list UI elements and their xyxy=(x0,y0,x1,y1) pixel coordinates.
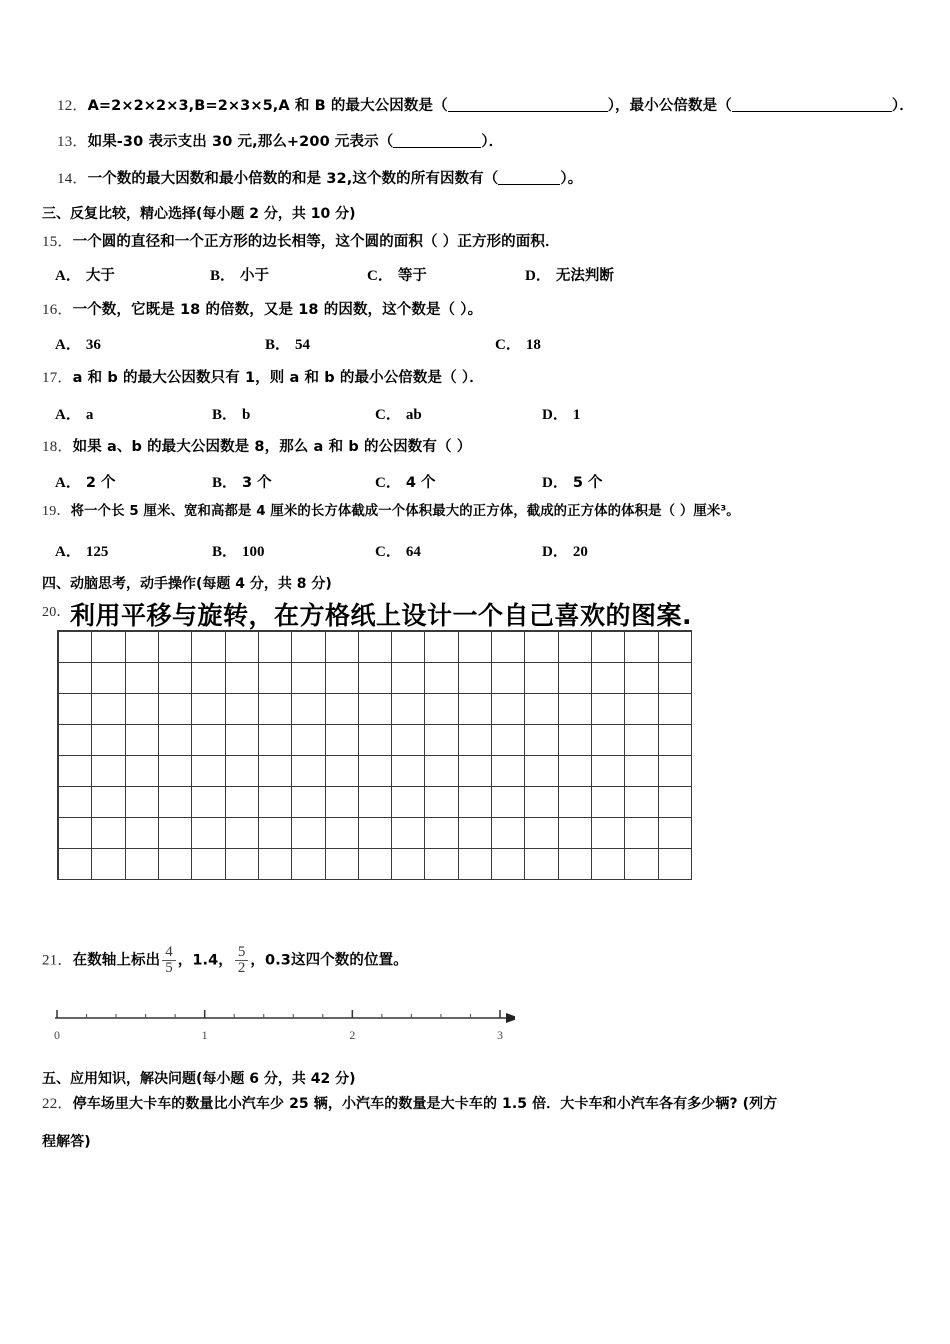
grid-cell[interactable] xyxy=(625,694,658,725)
question-16-number: 16． xyxy=(42,302,73,318)
grid-cell[interactable] xyxy=(592,725,625,756)
grid-cell[interactable] xyxy=(459,849,492,880)
question-18 xyxy=(42,440,471,455)
grid-cell[interactable] xyxy=(559,818,592,849)
option-value: 3 个 xyxy=(242,475,272,491)
question-12-text-after: ）． xyxy=(891,98,914,114)
grid-cell[interactable] xyxy=(92,787,125,818)
option-label: A． xyxy=(55,407,81,423)
question-17-number: 17． xyxy=(42,370,73,386)
grid-cell[interactable] xyxy=(59,756,92,787)
grid-cell[interactable] xyxy=(559,663,592,694)
option-label: D． xyxy=(525,268,551,284)
grid-cell[interactable] xyxy=(126,632,159,663)
grid-cell[interactable] xyxy=(92,756,125,787)
question-22 xyxy=(42,1097,777,1112)
number-line-tick-label: 0 xyxy=(54,1028,60,1042)
grid-cell[interactable] xyxy=(59,632,92,663)
question-21-number: 21． xyxy=(42,952,73,969)
question-15-option-b[interactable] xyxy=(210,264,269,285)
grid-cell[interactable] xyxy=(292,725,325,756)
grid-cell[interactable] xyxy=(559,787,592,818)
question-21 xyxy=(42,945,408,977)
question-14-text-after: ）。 xyxy=(560,171,583,187)
grid-cell[interactable] xyxy=(359,787,392,818)
grid-cell[interactable] xyxy=(192,632,225,663)
grid-cell[interactable] xyxy=(326,694,359,725)
grid-cell[interactable] xyxy=(592,756,625,787)
grid-cell[interactable] xyxy=(625,663,658,694)
grid-cell[interactable] xyxy=(525,694,558,725)
grid-cell[interactable] xyxy=(492,663,525,694)
question-14 xyxy=(57,172,582,187)
grid-cell[interactable] xyxy=(659,632,692,663)
grid-cell[interactable] xyxy=(259,818,292,849)
number-line-arrow-icon xyxy=(506,1013,515,1023)
option-value: 20 xyxy=(572,544,588,560)
grid-cell[interactable] xyxy=(525,756,558,787)
question-17-option-d[interactable] xyxy=(542,403,580,424)
question-19-option-b[interactable] xyxy=(212,540,265,561)
question-18-option-d[interactable] xyxy=(542,471,602,492)
grid-cell[interactable] xyxy=(425,632,458,663)
grid-cell[interactable] xyxy=(159,756,192,787)
grid-cell[interactable] xyxy=(59,694,92,725)
grid-cell[interactable] xyxy=(359,694,392,725)
grid-cell[interactable] xyxy=(592,694,625,725)
option-value: 64 xyxy=(405,544,421,560)
grid-cell[interactable] xyxy=(392,663,425,694)
question-18-number: 18． xyxy=(42,439,73,455)
option-label: D． xyxy=(542,544,568,560)
grid-cell[interactable] xyxy=(359,632,392,663)
grid-cell[interactable] xyxy=(625,756,658,787)
grid-cell[interactable] xyxy=(92,632,125,663)
grid-cell[interactable] xyxy=(625,725,658,756)
grid-cell[interactable] xyxy=(592,787,625,818)
number-line-tick-label: 1 xyxy=(201,1028,208,1042)
grid-cell[interactable] xyxy=(192,849,225,880)
grid-cell[interactable] xyxy=(326,787,359,818)
option-label: B． xyxy=(212,544,238,560)
question-12-blank-2[interactable] xyxy=(732,111,892,112)
grid-cell[interactable] xyxy=(425,849,458,880)
question-18-stem: 如果 a、b 的最大公因数是 8，那么 a 和 b 的公因数有（ ） xyxy=(72,439,472,455)
grid-cell[interactable] xyxy=(92,663,125,694)
section-4-heading: 四、动脑思考，动手操作(每题 4 分，共 8 分) xyxy=(42,576,332,592)
grid-cell[interactable] xyxy=(525,787,558,818)
option-label: C． xyxy=(375,475,401,491)
question-15-option-a[interactable] xyxy=(55,264,115,285)
fraction-denominator: 5 xyxy=(162,960,176,976)
option-value: a xyxy=(85,407,94,423)
question-13-blank-1[interactable] xyxy=(393,147,481,148)
grid-cell[interactable] xyxy=(425,756,458,787)
grid-cell[interactable] xyxy=(592,663,625,694)
grid-cell[interactable] xyxy=(459,694,492,725)
question-21-text-before: 在数轴上标出 xyxy=(72,952,161,969)
grid-cell[interactable] xyxy=(59,787,92,818)
question-16-option-b[interactable] xyxy=(265,333,310,354)
fraction-denominator: 2 xyxy=(235,960,249,976)
fraction-5-over-2 xyxy=(235,945,249,977)
grid-cell[interactable] xyxy=(659,787,692,818)
question-16-option-c[interactable] xyxy=(495,333,541,354)
grid-cell[interactable] xyxy=(259,756,292,787)
grid-cell[interactable] xyxy=(292,818,325,849)
grid-cell[interactable] xyxy=(226,694,259,725)
grid-cell[interactable] xyxy=(192,756,225,787)
grid-cell[interactable] xyxy=(425,818,458,849)
grid-cell[interactable] xyxy=(92,725,125,756)
question-21-text-sep-1: ，1.4， xyxy=(177,952,233,969)
option-label: A． xyxy=(55,544,81,560)
question-15-option-c[interactable] xyxy=(367,264,427,285)
grid-cell[interactable] xyxy=(92,818,125,849)
fraction-4-over-5 xyxy=(162,945,176,977)
grid-cell[interactable] xyxy=(525,725,558,756)
grid-cell[interactable] xyxy=(159,694,192,725)
grid-cell[interactable] xyxy=(525,632,558,663)
grid-cell[interactable] xyxy=(326,818,359,849)
question-14-text-before: 一个数的最大因数和最小倍数的和是 32,这个数的所有因数有（ xyxy=(87,171,499,187)
grid-cell[interactable] xyxy=(326,632,359,663)
question-22-line-2: 程解答) xyxy=(42,1134,91,1150)
grid-cell[interactable] xyxy=(92,694,125,725)
grid-cell[interactable] xyxy=(492,849,525,880)
question-12-text-before: A=2×2×2×3,B=2×3×5,A 和 B 的最大公因数是（ xyxy=(87,98,448,114)
grid-cell[interactable] xyxy=(392,849,425,880)
grid-cell[interactable] xyxy=(226,818,259,849)
question-22-number: 22． xyxy=(42,1096,73,1112)
question-17-option-a[interactable] xyxy=(55,403,93,424)
grid-cell[interactable] xyxy=(126,694,159,725)
grid-cell[interactable] xyxy=(625,849,658,880)
option-label: C． xyxy=(375,407,401,423)
grid-cell[interactable] xyxy=(159,849,192,880)
question-14-blank-1[interactable] xyxy=(498,184,560,185)
option-value: 1 xyxy=(572,407,581,423)
grid-cell[interactable] xyxy=(359,663,392,694)
grid-cell[interactable] xyxy=(592,818,625,849)
grid-cell[interactable] xyxy=(425,694,458,725)
question-13-number: 13． xyxy=(57,134,88,150)
grid-cell[interactable] xyxy=(392,632,425,663)
grid-cell[interactable] xyxy=(359,818,392,849)
grid-cell[interactable] xyxy=(292,849,325,880)
grid-cell[interactable] xyxy=(59,663,92,694)
grid-cell[interactable] xyxy=(292,632,325,663)
option-label: C． xyxy=(495,337,521,353)
question-20-number: 20． xyxy=(42,605,71,620)
grid-cell[interactable] xyxy=(492,632,525,663)
grid-cell[interactable] xyxy=(126,849,159,880)
question-18-option-b[interactable] xyxy=(212,471,272,492)
option-value: 36 xyxy=(85,337,101,353)
grid-cell[interactable] xyxy=(192,818,225,849)
question-22-line-1: 停车场里大卡车的数量比小汽车少 25 辆，小汽车的数量是大卡车的 1.5 倍．大卡车和小汽车各有多少辆? (列方 xyxy=(72,1096,778,1112)
option-label: B． xyxy=(265,337,291,353)
question-17 xyxy=(42,371,484,386)
grid-cell[interactable] xyxy=(392,725,425,756)
option-value: 大于 xyxy=(85,268,115,284)
option-label: B． xyxy=(212,475,238,491)
grid-cell[interactable] xyxy=(659,849,692,880)
section-5-heading: 五、应用知识，解决问题(每小题 6 分，共 42 分) xyxy=(42,1071,356,1087)
fraction-numerator: 4 xyxy=(165,944,173,960)
grid-cell[interactable] xyxy=(492,694,525,725)
grid-cell[interactable] xyxy=(59,818,92,849)
question-20 xyxy=(42,605,71,620)
grid-cell[interactable] xyxy=(192,663,225,694)
grid-cell[interactable] xyxy=(159,818,192,849)
grid-cell[interactable] xyxy=(159,663,192,694)
question-22-continuation xyxy=(42,1135,91,1150)
grid-cell[interactable] xyxy=(159,725,192,756)
question-17-option-c[interactable] xyxy=(375,403,422,424)
design-grid[interactable] xyxy=(57,630,692,880)
grid-cell[interactable] xyxy=(459,756,492,787)
grid-cell[interactable] xyxy=(559,756,592,787)
grid-cell[interactable] xyxy=(592,849,625,880)
number-line xyxy=(45,1000,515,1055)
question-12-blank-1[interactable] xyxy=(448,111,608,112)
grid-cell[interactable] xyxy=(126,663,159,694)
grid-cell[interactable] xyxy=(226,787,259,818)
question-18-option-c[interactable] xyxy=(375,471,435,492)
grid-cell[interactable] xyxy=(492,818,525,849)
option-label: C． xyxy=(367,268,393,284)
option-value: 125 xyxy=(85,544,109,560)
question-13 xyxy=(57,135,503,150)
grid-cell[interactable] xyxy=(226,632,259,663)
grid-cell[interactable] xyxy=(459,818,492,849)
grid-cell[interactable] xyxy=(292,787,325,818)
grid-cell[interactable] xyxy=(425,663,458,694)
question-17-option-b[interactable] xyxy=(212,403,250,424)
grid-cell[interactable] xyxy=(559,694,592,725)
option-value: 5 个 xyxy=(572,475,603,491)
grid-cell[interactable] xyxy=(259,694,292,725)
grid-cell[interactable] xyxy=(625,818,658,849)
grid-cell[interactable] xyxy=(192,694,225,725)
option-label: A． xyxy=(55,268,81,284)
grid-cell[interactable] xyxy=(559,632,592,663)
grid-cell[interactable] xyxy=(59,849,92,880)
question-12-text-mid: ），最小公倍数是（ xyxy=(607,98,732,114)
number-line-tick-label: 2 xyxy=(349,1028,356,1042)
grid-cell[interactable] xyxy=(425,725,458,756)
question-20-title: 利用平移与旋转，在方格纸上设计一个自己喜欢的图案. xyxy=(70,601,692,630)
question-19-option-a[interactable] xyxy=(55,540,108,561)
option-label: C． xyxy=(375,544,401,560)
fraction-numerator: 5 xyxy=(237,944,246,960)
question-14-number: 14． xyxy=(57,171,88,187)
grid-cell[interactable] xyxy=(492,756,525,787)
grid-cell[interactable] xyxy=(159,632,192,663)
option-value: 无法判断 xyxy=(555,268,614,284)
option-value: b xyxy=(242,407,251,423)
question-16 xyxy=(42,303,482,318)
section-3-heading: 三、反复比较，精心选择(每小题 2 分，共 10 分) xyxy=(42,206,356,222)
grid-cell[interactable] xyxy=(159,787,192,818)
option-value: 2 个 xyxy=(85,475,116,491)
number-line-svg xyxy=(45,1000,515,1055)
option-value: 54 xyxy=(295,337,311,353)
grid-cell[interactable] xyxy=(126,756,159,787)
grid-cell[interactable] xyxy=(192,725,225,756)
grid-cell[interactable] xyxy=(525,849,558,880)
question-15-number: 15． xyxy=(42,234,73,250)
grid-cell[interactable] xyxy=(459,632,492,663)
grid-cell[interactable] xyxy=(392,694,425,725)
grid-cell[interactable] xyxy=(492,787,525,818)
grid-cell[interactable] xyxy=(259,787,292,818)
grid-cell[interactable] xyxy=(559,849,592,880)
grid-cell[interactable] xyxy=(425,787,458,818)
grid-cell[interactable] xyxy=(525,818,558,849)
question-12-number: 12． xyxy=(57,98,88,114)
option-label: B． xyxy=(212,407,238,423)
option-label: A． xyxy=(55,337,81,353)
grid-cell[interactable] xyxy=(259,663,292,694)
question-13-text-after: ）． xyxy=(481,134,504,150)
grid-cell[interactable] xyxy=(326,849,359,880)
question-15-option-d[interactable] xyxy=(525,264,614,285)
grid-cell[interactable] xyxy=(659,756,692,787)
grid-cell[interactable] xyxy=(259,632,292,663)
grid-cell[interactable] xyxy=(592,632,625,663)
grid-cell[interactable] xyxy=(359,756,392,787)
option-label: D． xyxy=(542,475,568,491)
grid-cell[interactable] xyxy=(226,725,259,756)
grid-cell[interactable] xyxy=(126,725,159,756)
option-value: 100 xyxy=(242,544,265,560)
question-16-stem: 一个数，它既是 18 的倍数，又是 18 的因数，这个数是（ ）。 xyxy=(72,302,483,318)
grid-cell[interactable] xyxy=(92,849,125,880)
grid-cell[interactable] xyxy=(625,787,658,818)
grid-cell[interactable] xyxy=(459,725,492,756)
grid-cell[interactable] xyxy=(259,849,292,880)
number-line-tick-label: 3 xyxy=(497,1028,503,1042)
grid-cell[interactable] xyxy=(392,818,425,849)
grid-cell[interactable] xyxy=(459,787,492,818)
grid-cell[interactable] xyxy=(559,725,592,756)
question-19-option-c[interactable] xyxy=(375,540,421,561)
grid-cell[interactable] xyxy=(226,849,259,880)
grid-cell[interactable] xyxy=(192,787,225,818)
grid-cell[interactable] xyxy=(259,725,292,756)
option-value: 4 个 xyxy=(405,475,436,491)
grid-cell[interactable] xyxy=(459,663,492,694)
grid-cell[interactable] xyxy=(359,849,392,880)
question-15-stem: 一个圆的直径和一个正方形的边长相等，这个圆的面积（ ）正方形的面积． xyxy=(72,234,560,250)
question-16-option-a[interactable] xyxy=(55,333,101,354)
option-value: 小于 xyxy=(240,268,270,284)
grid-cell[interactable] xyxy=(659,818,692,849)
grid-cell[interactable] xyxy=(659,663,692,694)
grid-cell[interactable] xyxy=(392,787,425,818)
option-value: ab xyxy=(405,407,422,423)
grid-cell[interactable] xyxy=(326,663,359,694)
question-21-text-sep-2: ，0.3 xyxy=(250,952,291,969)
option-value: 18 xyxy=(525,337,541,353)
grid-cell[interactable] xyxy=(59,725,92,756)
grid-cell[interactable] xyxy=(392,756,425,787)
grid-cell[interactable] xyxy=(126,787,159,818)
question-21-text-after: 这四个数的位置。 xyxy=(291,952,408,969)
grid-cell[interactable] xyxy=(326,756,359,787)
question-19-stem: 将一个长 5 厘米、宽和高都是 4 厘米的长方体截成一个体积最大的正方体，截成的正方体的体积是（ ）厘米³。 xyxy=(70,504,740,519)
grid-cell[interactable] xyxy=(359,725,392,756)
question-19-number: 19． xyxy=(42,504,71,519)
grid-cell[interactable] xyxy=(625,632,658,663)
grid-cell[interactable] xyxy=(126,818,159,849)
option-label: B． xyxy=(210,268,236,284)
grid-cell[interactable] xyxy=(292,756,325,787)
option-value: 等于 xyxy=(397,268,427,284)
question-19-option-d[interactable] xyxy=(542,540,588,561)
grid-cell[interactable] xyxy=(525,663,558,694)
question-15 xyxy=(42,235,560,250)
option-label: A． xyxy=(55,475,81,491)
grid-cell[interactable] xyxy=(659,694,692,725)
grid-cell[interactable] xyxy=(226,756,259,787)
grid-cell[interactable] xyxy=(326,725,359,756)
question-13-text-before: 如果-30 表示支出 30 元,那么+200 元表示（ xyxy=(87,134,394,150)
grid-cell[interactable] xyxy=(226,663,259,694)
question-18-option-a[interactable] xyxy=(55,471,115,492)
question-17-stem: a 和 b 的最大公因数只有 1，则 a 和 b 的最小公倍数是（ ）． xyxy=(72,370,484,386)
grid-cell[interactable] xyxy=(292,663,325,694)
question-12 xyxy=(57,99,914,114)
grid-cell[interactable] xyxy=(292,694,325,725)
question-19 xyxy=(42,505,740,519)
grid-cell[interactable] xyxy=(659,725,692,756)
option-label: D． xyxy=(542,407,568,423)
grid-cell[interactable] xyxy=(492,725,525,756)
